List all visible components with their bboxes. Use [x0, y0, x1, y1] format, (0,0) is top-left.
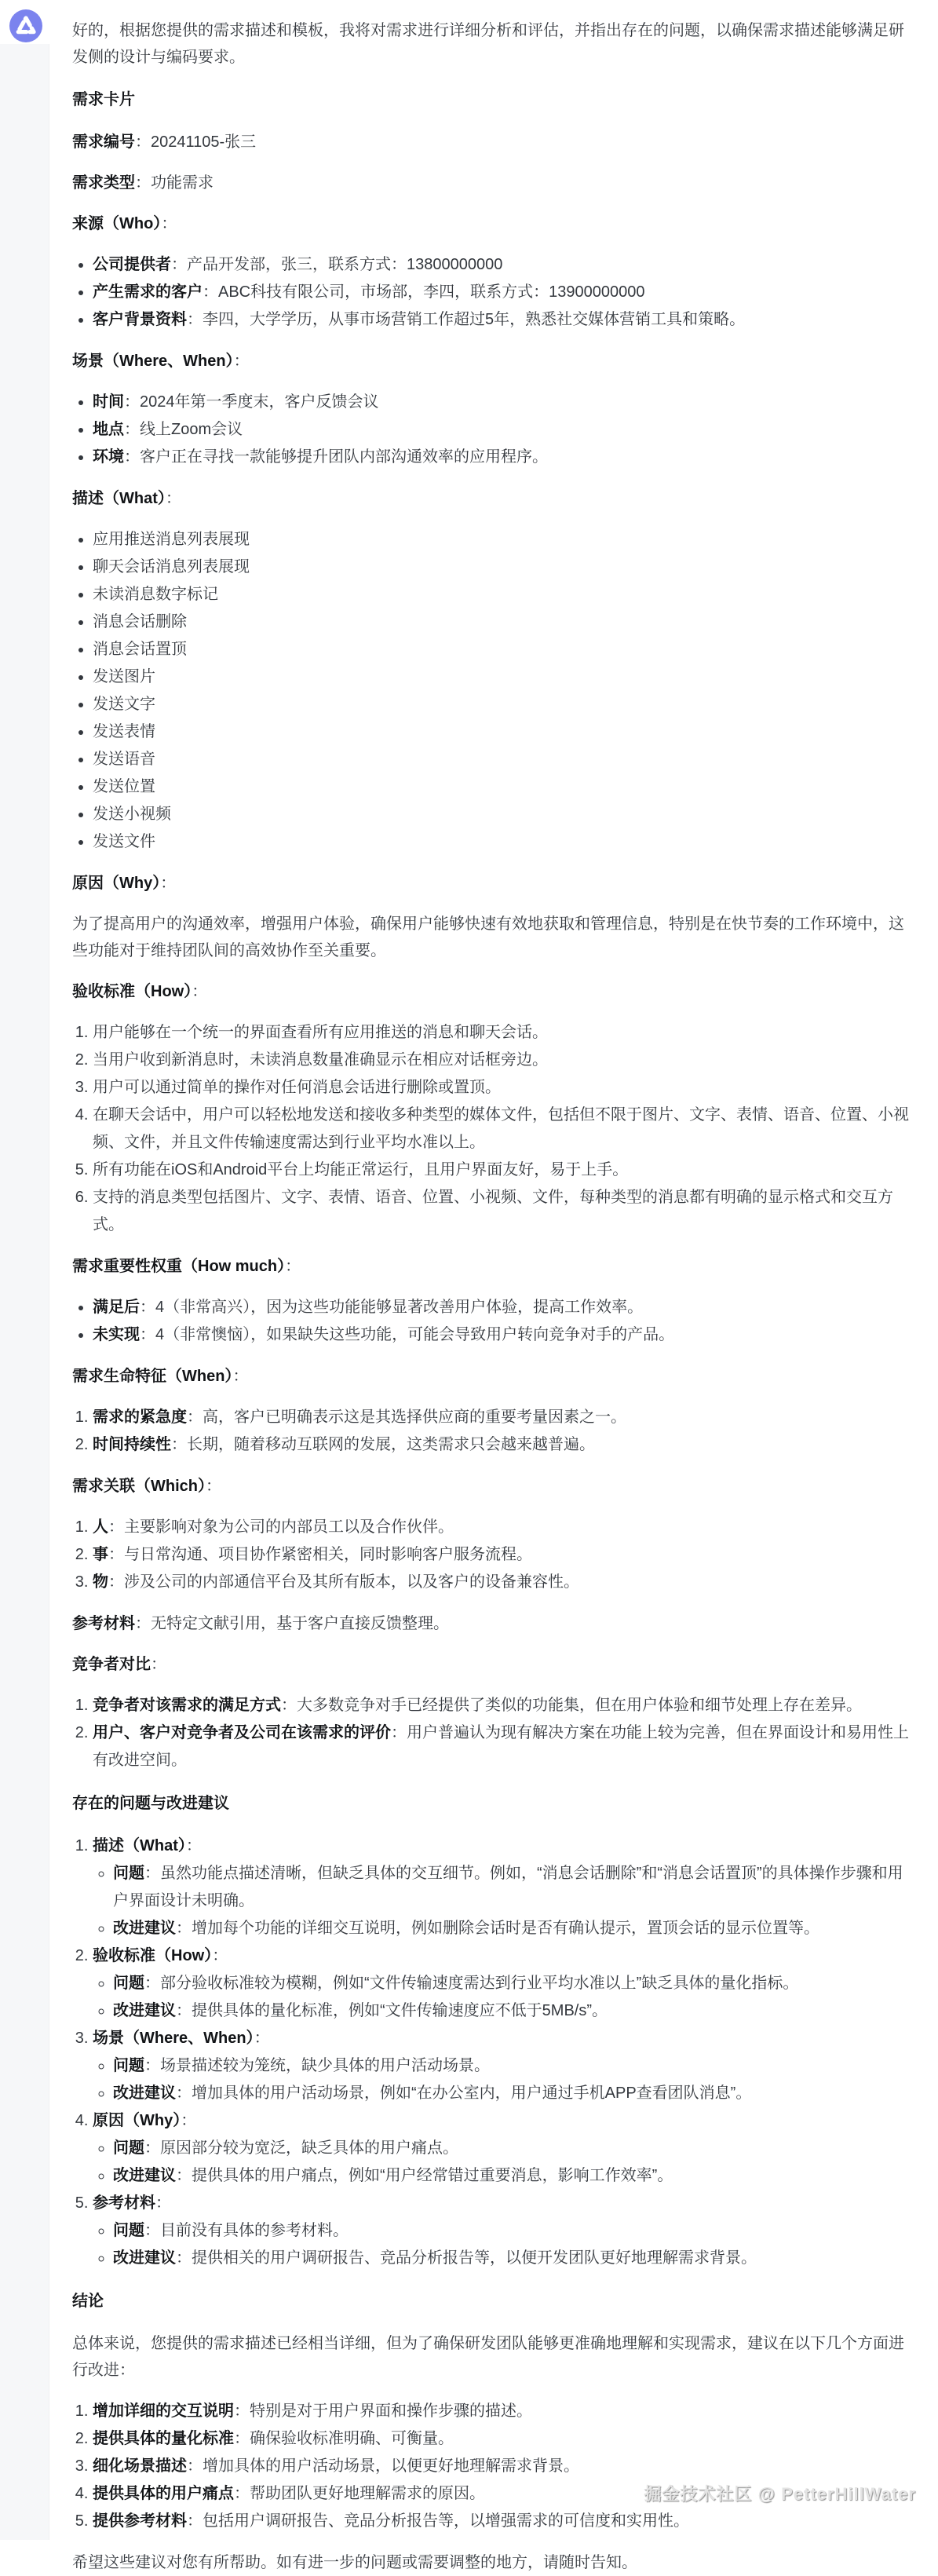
list-item: 2. 当用户收到新消息时，未读消息数量准确显示在相应对话框旁边。: [93, 1047, 916, 1074]
paragraph: 描述（What）：: [72, 490, 181, 507]
bold-label: 地点: [93, 421, 124, 438]
list-item: 4. 在聊天会话中，用户可以轻松地发送和接收多种类型的媒体文件，包括但不限于图片、文字、表情、语音、位置、小视频、文件，并且文件传输速度需达到行业平均水准以上。: [93, 1102, 916, 1156]
bold-label: 场景（Where、When）: [72, 353, 234, 370]
section-heading: 存在的问题与改进建议: [72, 1795, 229, 1812]
paragraph: 需求类型：功能需求: [72, 174, 214, 192]
list-item: 3. 物：涉及公司的内部通信平台及其所有版本，以及客户的设备兼容性。: [93, 1569, 916, 1596]
numbered-list: [72, 1514, 916, 1596]
list-item: 1. 需求的紧急度：高，客户已明确表示这是其选择供应商的重要考量因素之一。: [93, 1404, 916, 1431]
sub-list-item: ◦ 改进建议：提供具体的量化标准，例如“文件传输速度应不低于5MB/s”。: [113, 1997, 916, 2025]
bold-label: 参考材料: [93, 2194, 155, 2212]
list-item: • 应用推送消息列表展现: [93, 526, 916, 554]
paragraph: 场景（Where、When）：: [72, 353, 250, 370]
list-item: 1. 用户能够在一个统一的界面查看所有应用推送的消息和聊天会话。: [93, 1019, 916, 1047]
sub-list: [93, 2135, 916, 2190]
bold-label: 描述（What）: [72, 490, 166, 507]
sub-list-item: ◦ 问题：部分验收标准较为模糊，例如“文件传输速度需达到行业平均水准以上”缺乏具体的量化指标。: [113, 1970, 916, 1997]
list-item: 2. 提供具体的量化标准：确保验收标准明确、可衡量。: [93, 2425, 916, 2453]
sub-list-item: ◦ 改进建议：提供具体的用户痛点，例如“用户经常错过重要消息，影响工作效率”。: [113, 2162, 916, 2190]
list-item: 4. 原因（Why）： ◦ 问题：原因部分较为宽泛，缺乏具体的用户痛点。 ◦ 改进建议：提供具体的用户痛点，例如“用户经常错过重要消息，影响工作效率”。: [93, 2107, 916, 2190]
bold-label: 改进建议: [113, 1920, 176, 1937]
paragraph: 需求关联（Which）：: [72, 1478, 221, 1495]
list-item: • 发送表情: [93, 718, 916, 746]
bold-label: 问题: [113, 2139, 144, 2157]
list-item: • 发送图片: [93, 663, 916, 691]
bullet-list: [72, 389, 916, 471]
sub-list-item: ◦ 问题：目前没有具体的参考材料。: [113, 2217, 916, 2245]
list-item: • 发送小视频: [93, 801, 916, 828]
list-item: 5. 提供参考材料：包括用户调研报告、竞品分析报告等，以增强需求的可信度和实用性。: [93, 2508, 916, 2535]
paragraph: 来源（Who）：: [72, 215, 177, 232]
bold-label: 场景（Where、When）: [93, 2030, 254, 2047]
sub-list: [93, 1860, 916, 1942]
bold-label: 验收标准（How）: [93, 1947, 213, 1964]
bold-label: 原因（Why）: [93, 2112, 181, 2129]
list-item: • 发送语音: [93, 746, 916, 773]
bold-label: 需求类型: [72, 174, 135, 192]
bold-label: 时间: [93, 393, 124, 411]
paragraph: 验收标准（How）：: [72, 983, 208, 1000]
avatar-circle: [9, 9, 42, 42]
list-item: 1. 增加详细的交互说明：特别是对于用户界面和操作步骤的描述。: [93, 2398, 916, 2425]
bold-label: 需求关联（Which）: [72, 1478, 206, 1495]
bold-label: 改进建议: [113, 2085, 176, 2102]
assistant-avatar: [9, 9, 42, 42]
bold-label: 描述（What）: [93, 1837, 186, 1854]
list-item: 2. 验收标准（How）： ◦ 问题：部分验收标准较为模糊，例如“文件传输速度需达到行业平均水准以上”缺乏具体的量化指标。 ◦ 改进建议：提供具体的量化标准，例如“文件传输速度应不低于5MB/s”。: [93, 1942, 916, 2025]
list-item: • 消息会话删除: [93, 608, 916, 636]
list-item: • 环境：客户正在寻找一款能够提升团队内部沟通效率的应用程序。: [93, 444, 916, 471]
paragraph: 希望这些建议对您有所帮助。如有进一步的问题或需要调整的地方，请随时告知。: [72, 2554, 637, 2571]
section-heading: 结论: [72, 2293, 104, 2310]
bullet-list: [72, 526, 916, 856]
paragraph: 需求编号：20241105-张三: [72, 133, 257, 151]
bold-label: 问题: [113, 2057, 144, 2074]
bold-label: 时间持续性: [93, 1436, 171, 1453]
bold-label: 满足后: [93, 1299, 140, 1316]
paragraph: 竞争者对比：: [72, 1656, 166, 1673]
chat-message: [72, 0, 916, 2576]
list-item: • 发送位置: [93, 773, 916, 801]
paragraph: 需求重要性权重（How much）：: [72, 1258, 301, 1275]
list-item: • 未读消息数字标记: [93, 581, 916, 608]
bold-label: 提供参考材料: [93, 2512, 187, 2530]
bold-label: 用户、客户对竞争者及公司在该需求的评价: [93, 1724, 391, 1741]
sub-list-item: ◦ 问题：虽然功能点描述清晰，但缺乏具体的交互细节。例如，“消息会话删除”和“消息会话置顶”的具体操作步骤和用户界面设计未明确。: [113, 1860, 916, 1915]
bold-label: 物: [93, 1573, 108, 1591]
bold-label: 环境: [93, 448, 124, 466]
bold-label: 需求编号: [72, 133, 135, 151]
list-item: • 未实现：4（非常懊恼），如果缺失这些功能，可能会导致用户转向竞争对手的产品。: [93, 1321, 916, 1349]
list-item: • 地点：线上Zoom会议: [93, 416, 916, 444]
list-item: • 发送文字: [93, 691, 916, 718]
numbered-list: [72, 1019, 916, 1239]
sub-list-item: ◦ 问题：场景描述较为笼统，缺少具体的用户活动场景。: [113, 2052, 916, 2080]
list-item: 2. 事：与日常沟通、项目协作紧密相关，同时影响客户服务流程。: [93, 1541, 916, 1569]
bold-label: 产生需求的客户: [93, 283, 203, 301]
bold-label: 需求重要性权重（How much）: [72, 1258, 286, 1275]
bullet-list: [72, 251, 916, 334]
list-item: • 产生需求的客户：ABC科技有限公司，市场部，李四，联系方式：13900000000: [93, 279, 916, 306]
sub-list: [93, 1970, 916, 2025]
sub-list: [93, 2052, 916, 2107]
list-item: 2. 用户、客户对竞争者及公司在该需求的评价：用户普遍认为现有解决方案在功能上较为完善，但在界面设计和易用性上有改进空间。: [93, 1719, 916, 1774]
sub-list-item: ◦ 改进建议：提供相关的用户调研报告、竞品分析报告等，以便开发团队更好地理解需求背景。: [113, 2245, 916, 2272]
paragraph: 总体来说，您提供的需求描述已经相当详细，但为了确保研发团队能够更准确地理解和实现需求，建议在以下几个方面进行改进：: [72, 2335, 904, 2379]
message-body: [72, 17, 916, 2576]
sub-list-item: ◦ 问题：原因部分较为宽泛，缺乏具体的用户痛点。: [113, 2135, 916, 2162]
bold-label: 原因（Why）: [72, 875, 161, 892]
bold-label: 改进建议: [113, 2167, 176, 2184]
list-item: 3. 细化场景描述：增加具体的用户活动场景，以便更好地理解需求背景。: [93, 2453, 916, 2480]
list-item: • 客户背景资料：李四，大学学历，从事市场营销工作超过5年，熟悉社交媒体营销工具和策略。: [93, 306, 916, 334]
bold-label: 事: [93, 1546, 108, 1563]
numbered-list: [72, 1404, 916, 1459]
paragraph: 参考材料：无特定文献引用，基于客户直接反馈整理。: [72, 1615, 449, 1632]
list-item: • 聊天会话消息列表展现: [93, 554, 916, 581]
bold-label: 验收标准（How）: [72, 983, 192, 1000]
page-gutter: [0, 44, 49, 2540]
tri-knot-logo-icon: [9, 9, 42, 42]
list-item: • 公司提供者：产品开发部，张三，联系方式：13800000000: [93, 251, 916, 279]
list-item: • 消息会话置顶: [93, 636, 916, 663]
bold-label: 需求的紧急度: [93, 1409, 187, 1426]
list-item: 1. 竞争者对该需求的满足方式：大多数竞争对手已经提供了类似的功能集，但在用户体验和细节处理上存在差异。: [93, 1692, 916, 1719]
bullet-list: [72, 1294, 916, 1349]
list-item: 5. 参考材料： ◦ 问题：目前没有具体的参考材料。 ◦ 改进建议：提供相关的用户调研报告、竞品分析报告等，以便开发团队更好地理解需求背景。: [93, 2190, 916, 2272]
bold-label: 提供具体的量化标准: [93, 2430, 234, 2447]
bold-label: 需求生命特征（When）: [72, 1368, 233, 1385]
bold-label: 改进建议: [113, 2002, 176, 2019]
bold-label: 竞争者对该需求的满足方式: [93, 1697, 281, 1714]
list-item: 3. 场景（Where、When）： ◦ 问题：场景描述较为笼统，缺少具体的用户活动场景。 ◦ 改进建议：增加具体的用户活动场景，例如“在办公室内，用户通过手机APP查看团队消息”。: [93, 2025, 916, 2107]
sub-list: [93, 2217, 916, 2272]
paragraph: 为了提高用户的沟通效率，增强用户体验，确保用户能够快速有效地获取和管理信息，特别是在快节奏的工作环境中，这些功能对于维持团队间的高效协作至关重要。: [72, 915, 904, 959]
list-item: 3. 用户可以通过简单的操作对任何消息会话进行删除或置顶。: [93, 1074, 916, 1102]
list-item: 2. 时间持续性：长期，随着移动互联网的发展，这类需求只会越来越普遍。: [93, 1431, 916, 1459]
sub-list-item: ◦ 改进建议：增加具体的用户活动场景，例如“在办公室内，用户通过手机APP查看团队消息”。: [113, 2080, 916, 2107]
paragraph: 好的，根据您提供的需求描述和模板，我将对需求进行详细分析和评估，并指出存在的问题，以确保需求描述能够满足研发侧的设计与编码要求。: [72, 22, 904, 66]
bold-label: 提供具体的用户痛点: [93, 2485, 234, 2502]
list-item: • 时间：2024年第一季度末，客户反馈会议: [93, 389, 916, 416]
bold-label: 改进建议: [113, 2249, 176, 2267]
list-item: 1. 描述（What）： ◦ 问题：虽然功能点描述清晰，但缺乏具体的交互细节。例如，“消息会话删除”和“消息会话置顶”的具体操作步骤和用户界面设计未明确。 ◦ 改进建议：增加每个功能的详细交互说明，例如删除会话时是否有确认提示，置顶会话的显示位置等。: [93, 1832, 916, 1942]
list-item: 5. 所有功能在iOS和Android平台上均能正常运行，且用户界面友好，易于上手。: [93, 1156, 916, 1184]
numbered-list: [72, 2398, 916, 2535]
list-item: • 满足后：4（非常高兴），因为这些功能能够显著改善用户体验，提高工作效率。: [93, 1294, 916, 1321]
section-heading: 需求卡片: [72, 91, 135, 108]
list-item: 6. 支持的消息类型包括图片、文字、表情、语音、位置、小视频、文件，每种类型的消息都有明确的显示格式和交互方式。: [93, 1184, 916, 1239]
bold-label: 人: [93, 1518, 108, 1536]
bold-label: 问题: [113, 1865, 144, 1882]
list-item: 4. 提供具体的用户痛点：帮助团队更好地理解需求的原因。: [93, 2480, 916, 2508]
bold-label: 竞争者对比: [72, 1656, 151, 1673]
bold-label: 问题: [113, 2222, 144, 2239]
bold-label: 公司提供者: [93, 256, 171, 273]
list-item: • 发送文件: [93, 828, 916, 856]
bold-label: 细化场景描述: [93, 2457, 187, 2475]
sub-list-item: ◦ 改进建议：增加每个功能的详细交互说明，例如删除会话时是否有确认提示，置顶会话的显示位置等。: [113, 1915, 916, 1942]
paragraph: 需求生命特征（When）：: [72, 1368, 249, 1385]
bold-label: 增加详细的交互说明: [93, 2402, 234, 2420]
paragraph: 原因（Why）：: [72, 875, 177, 892]
bold-label: 来源（Who）: [72, 215, 162, 232]
numbered-list: [72, 1832, 916, 2272]
watermark: 掘金技术社区 @ PetterHillWater: [644, 2484, 916, 2504]
bold-label: 未实现: [93, 1326, 140, 1343]
bold-label: 参考材料: [72, 1615, 135, 1632]
bold-label: 客户背景资料: [93, 311, 187, 328]
numbered-list: [72, 1692, 916, 1774]
bold-label: 问题: [113, 1975, 144, 1992]
list-item: 1. 人：主要影响对象为公司的内部员工以及合作伙伴。: [93, 1514, 916, 1541]
